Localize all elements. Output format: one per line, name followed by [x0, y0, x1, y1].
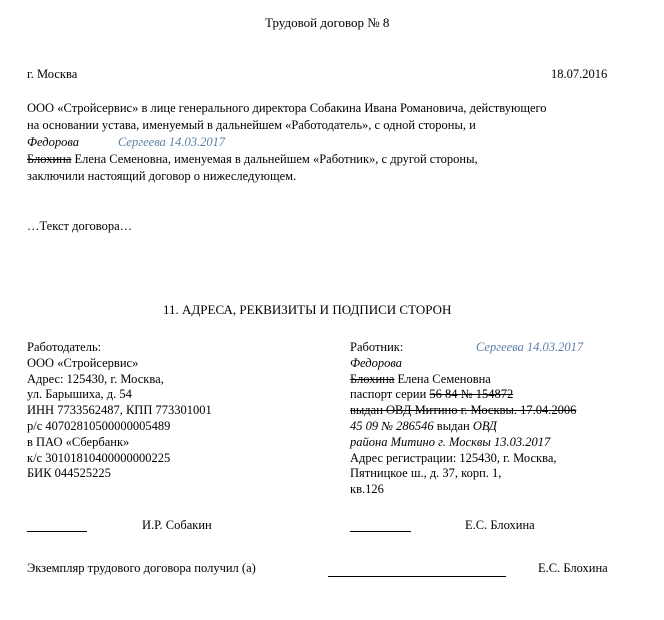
- employee-heading: Работник:: [350, 340, 404, 354]
- employee-address-line: кв.126: [350, 482, 384, 497]
- employee-passport-label: паспорт серии: [350, 387, 430, 402]
- preamble-line-3: [27, 151, 478, 167]
- preamble-line-3-rest: Елена Семеновна, именуемая в дальнейшем «Работник», с другой стороны,: [71, 152, 478, 166]
- receipt-name: Е.С. Блохина: [538, 561, 608, 575]
- employee-struck-name: Блохина: [350, 371, 395, 386]
- employee-issued-new-ovd: ОВД: [472, 418, 497, 433]
- employee-issued-new-label: выдан: [433, 418, 473, 433]
- preamble-line-4: заключили настоящий договор о нижеследующем.: [27, 169, 297, 183]
- employee-address-line: Пятницкое ш., д. 37, корп. 1,: [350, 466, 502, 481]
- preamble-struck-name: Блохина: [27, 152, 72, 166]
- employer-line: р/с 40702810500000005489: [27, 418, 171, 433]
- preamble-correction-name: Федорова: [27, 135, 79, 149]
- employer-line: ООО «Стройсервис»: [27, 355, 139, 370]
- receipt-text: Экземпляр трудового договора получил (а): [27, 561, 256, 575]
- employee-issued-new-line-2: района Митино г. Москвы 13.03.2017: [350, 434, 551, 449]
- employee-name-row: [350, 372, 576, 388]
- employer-line: БИК 044525225: [27, 466, 111, 481]
- preamble-line-2: на основании устава, именуемый в дальнейшем «Работодатель», с одной стороны, и: [27, 118, 476, 132]
- employee-name-rest: Елена Семеновна: [394, 371, 491, 386]
- section-title: 11. АДРЕСА, РЕКВИЗИТЫ И ПОДПИСИ СТОРОН: [163, 302, 452, 317]
- employee-signature-name: Е.С. Блохина: [465, 518, 535, 532]
- employer-line: к/с 30101810400000000225: [27, 450, 171, 465]
- employee-correction-name: Федорова: [350, 355, 402, 370]
- employer-line: Адрес: 125430, г. Москва,: [27, 371, 164, 386]
- employee-signature-line[interactable]: [350, 531, 411, 532]
- employer-line: в ПАО «Сбербанк»: [27, 434, 130, 449]
- preamble-correction-signature: Сергеева 14.03.2017: [118, 135, 226, 149]
- contract-city: г. Москва: [27, 67, 78, 81]
- contract-body-placeholder: …Текст договора…: [27, 219, 133, 233]
- employee-block: [350, 340, 584, 498]
- employer-block: [27, 340, 212, 482]
- employer-signature-line[interactable]: [27, 531, 87, 532]
- employee-passport-new-row: [350, 419, 576, 435]
- employer-signature-name: И.Р. Собакин: [142, 518, 212, 532]
- employee-address-line: Адрес регистрации: 125430, г. Москва,: [350, 450, 557, 465]
- employee-correction-signature: Сергеева 14.03.2017: [476, 340, 584, 354]
- preamble-line-1: ООО «Стройсервис» в лице генерального директора Собакина Ивана Романовича, действующего: [27, 101, 547, 115]
- employee-passport-new: 45 09 № 286546: [350, 418, 434, 433]
- document-title: Трудовой договор № 8: [265, 15, 390, 30]
- contract-date: 18.07.2016: [551, 67, 608, 81]
- employee-passport-row: [350, 387, 576, 403]
- employee-passport-old: 56 84 № 154872: [429, 387, 514, 402]
- employer-line: ул. Барышиха, д. 54: [27, 387, 132, 402]
- employee-issued-old: выдан ОВД Митино г. Москвы. 17.04.2006: [350, 403, 577, 418]
- receipt-signature-line[interactable]: [328, 576, 506, 577]
- employee-heading-row: [350, 340, 584, 356]
- employer-line: ИНН 7733562487, КПП 773301001: [27, 403, 212, 418]
- employer-heading: Работодатель:: [27, 340, 102, 354]
